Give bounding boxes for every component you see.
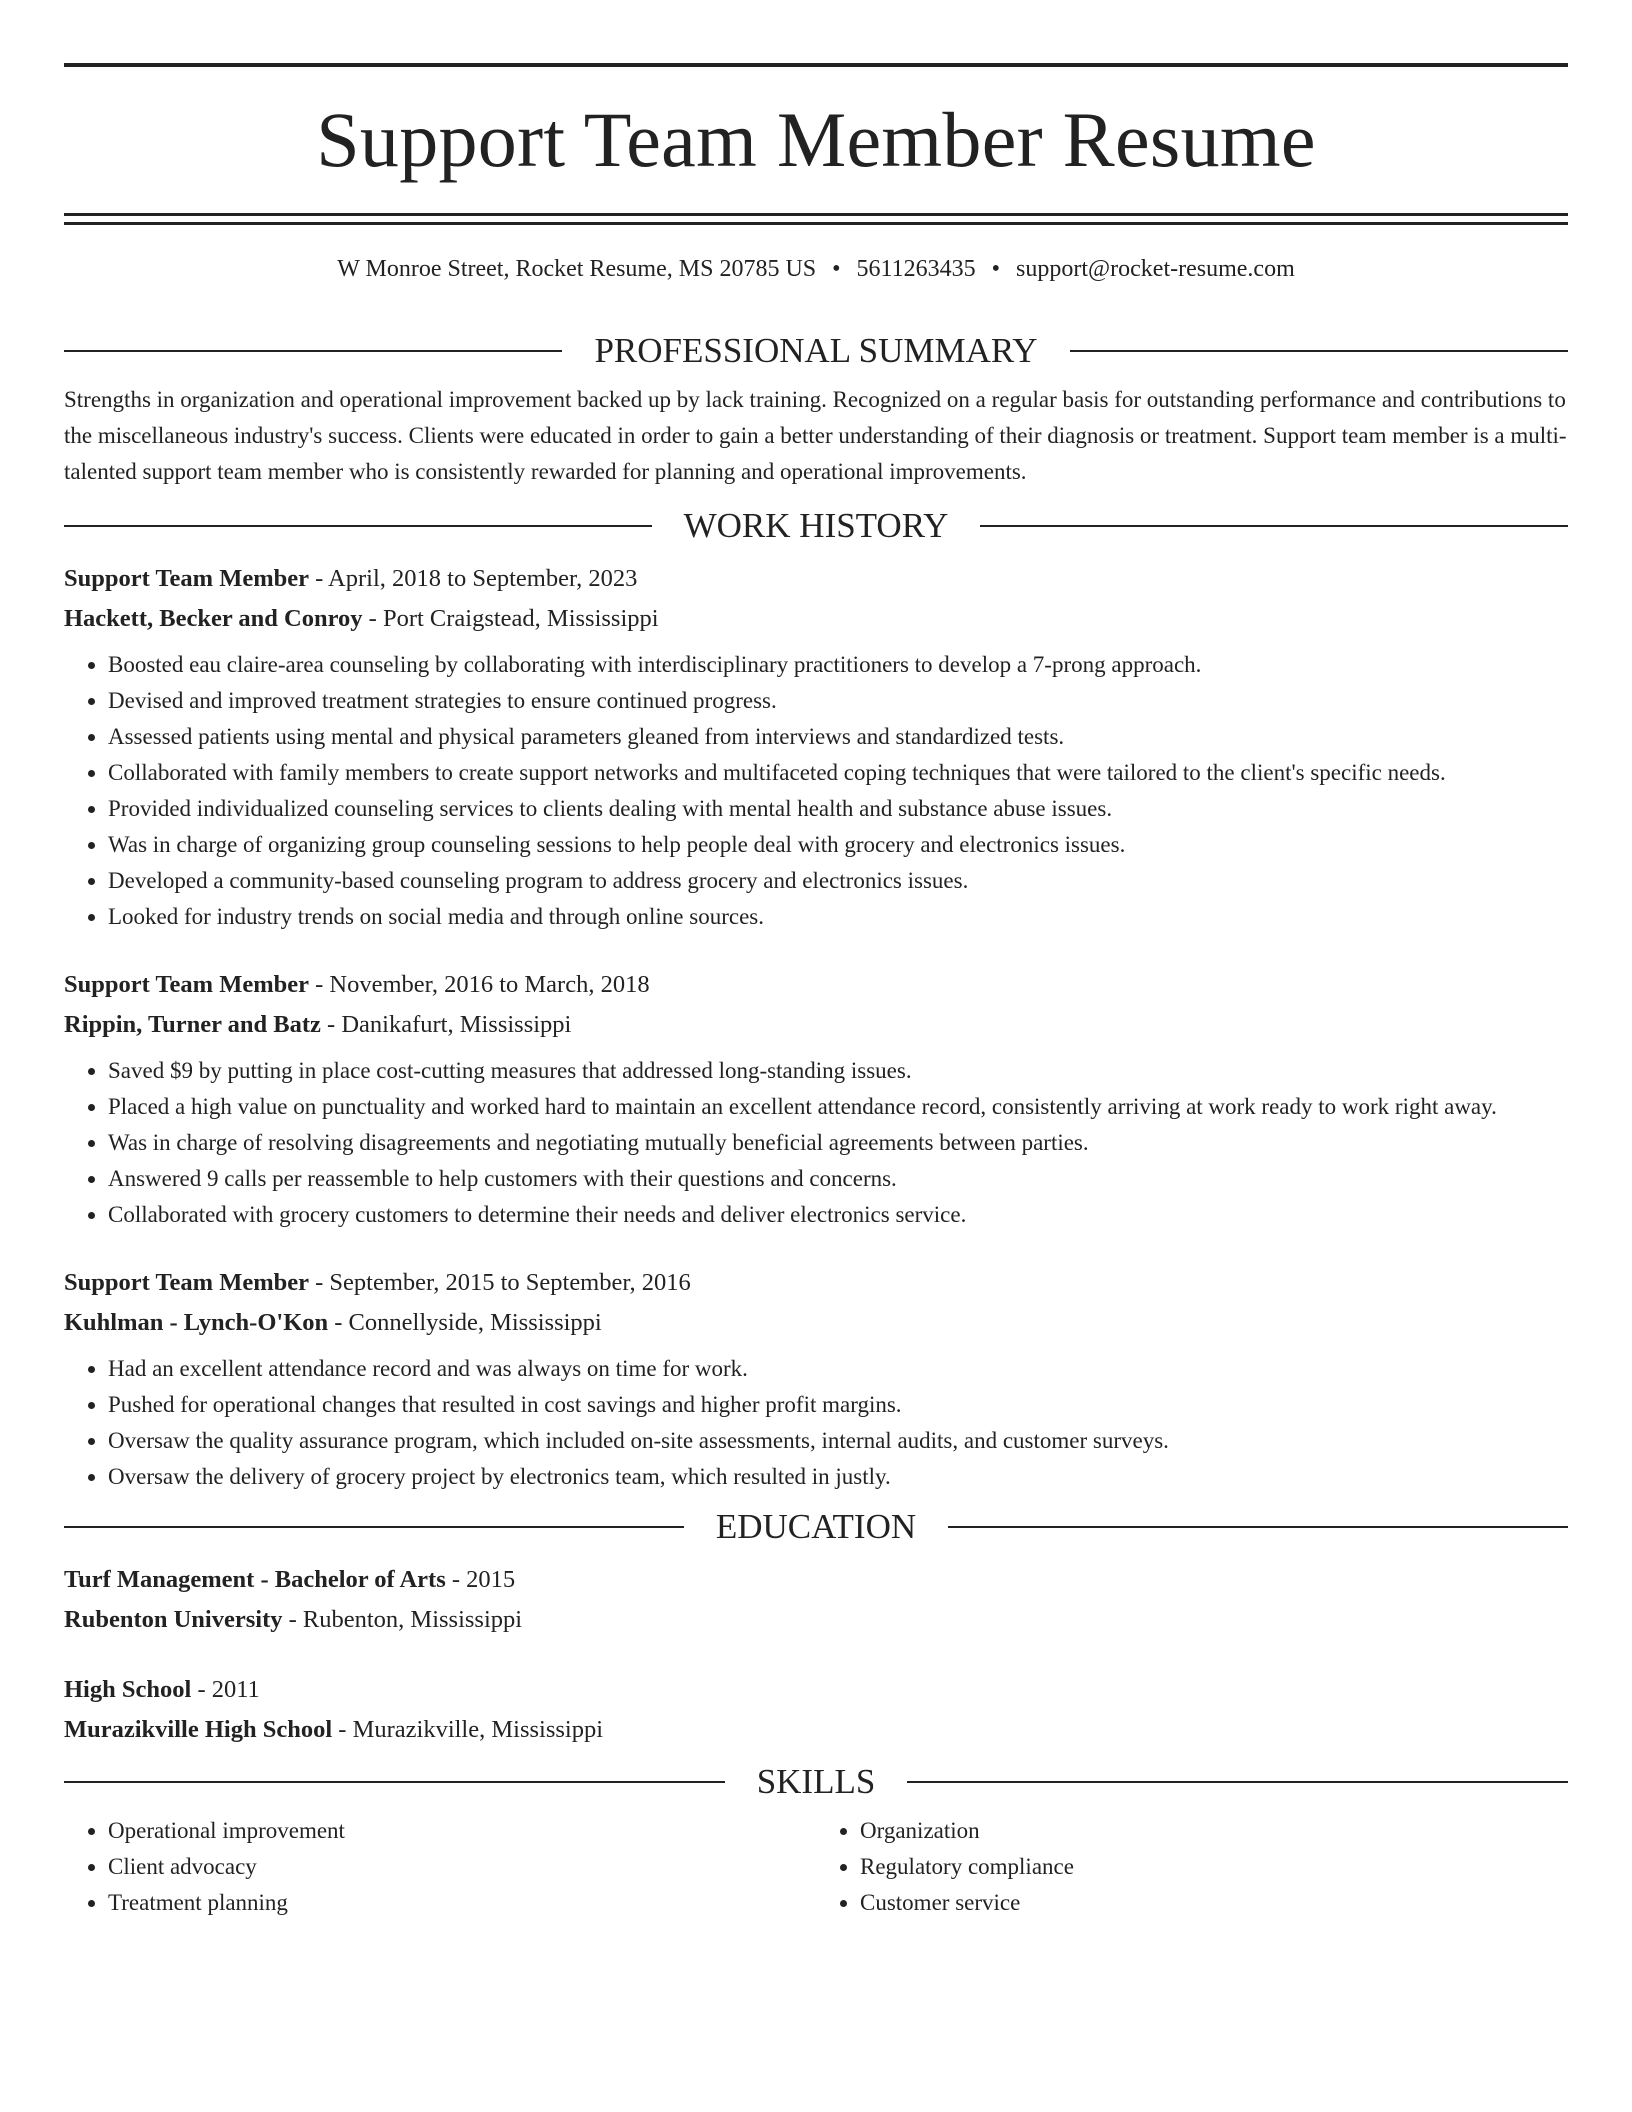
- education-degree: High School: [64, 1676, 192, 1703]
- section-heading-skills: [64, 1764, 1568, 1799]
- job-bullet: • Answered 9 calls per reassemble to help customers with their questions and concerns.: [108, 1161, 1568, 1197]
- job-bullet: • Developed a community-based counseling program to address grocery and electronics issues.: [108, 863, 1568, 899]
- job-company-line: [64, 1005, 1568, 1045]
- skill-item: • Client advocacy: [108, 1849, 816, 1885]
- heading-rule: [64, 350, 562, 352]
- heading-rule: [980, 525, 1568, 527]
- job-bullet: • Pushed for operational changes that resulted in cost savings and higher profit margins.: [108, 1387, 1568, 1423]
- job-bullets: [64, 1351, 1568, 1495]
- job-company: Rippin, Turner and Batz: [64, 1011, 321, 1038]
- education-degree-line: [64, 1560, 1568, 1600]
- skill-item: • Customer service: [860, 1885, 1568, 1921]
- education-location: - Rubenton, Mississippi: [282, 1606, 523, 1633]
- heading-rule: [1070, 350, 1568, 352]
- education-entry: [64, 1560, 1568, 1640]
- job-title: Support Team Member: [64, 1269, 309, 1296]
- skills-column-right: [816, 1813, 1568, 1921]
- skill-item: • Regulatory compliance: [860, 1849, 1568, 1885]
- job-title: Support Team Member: [64, 971, 309, 998]
- section-heading-work: [64, 508, 1568, 543]
- contact-email: support@rocket-resume.com: [1016, 256, 1295, 282]
- education-degree: Turf Management - Bachelor of Arts: [64, 1566, 446, 1593]
- heading-rule: [907, 1781, 1568, 1783]
- contact-line: [64, 257, 1568, 281]
- job-location: - Danikafurt, Mississippi: [320, 1011, 572, 1038]
- summary-text: Strengths in organization and operational improvement backed up by lack training. Recognized on a regular basis for outstanding performance and contributions to the miscellaneous industry's success. Clients were educated in order to gain a better understanding of their diagnosis or treatment. Support team member is a multi-talented support team member who is consistently rewarded for planning and operational improvements.: [64, 387, 1567, 484]
- skills-column-left: [64, 1813, 816, 1921]
- contact-separator: •: [832, 256, 841, 282]
- resume-page: [64, 0, 1568, 1921]
- title-double-rule: [64, 213, 1568, 225]
- job-title: Support Team Member: [64, 565, 309, 592]
- section-heading-education: [64, 1509, 1568, 1544]
- skill-item: • Organization: [860, 1813, 1568, 1849]
- job-bullet: • Provided individualized counseling services to clients dealing with mental health and substance abuse issues.: [108, 791, 1568, 827]
- job-bullet: • Oversaw the quality assurance program, which included on-site assessments, internal audits, and customer surveys.: [108, 1423, 1568, 1459]
- job-bullet: • Was in charge of organizing group counseling sessions to help people deal with grocery and electronics issues.: [108, 827, 1568, 863]
- job-company: Kuhlman - Lynch-O'Kon: [64, 1309, 329, 1336]
- page-title: Support Team Member Resume: [316, 96, 1316, 183]
- heading-rule: [64, 1526, 684, 1528]
- job-bullet: • Saved $9 by putting in place cost-cutting measures that addressed long-standing issues.: [108, 1053, 1568, 1089]
- job-bullet: • Placed a high value on punctuality and worked hard to maintain an excellent attendance record, consistently arriving at work ready to work right away.: [108, 1089, 1568, 1125]
- job-title-line: [64, 1263, 1568, 1303]
- education-entry: [64, 1670, 1568, 1750]
- education-school-line: [64, 1710, 1568, 1750]
- section-title: SKILLS: [756, 1762, 876, 1801]
- job-bullet: • Was in charge of resolving disagreements and negotiating mutually beneficial agreements between parties.: [108, 1125, 1568, 1161]
- section-heading-summary: [64, 333, 1568, 368]
- education-degree-line: [64, 1670, 1568, 1710]
- skills-list: [64, 1813, 1568, 1921]
- contact-address: W Monroe Street, Rocket Resume, MS 20785 US: [337, 256, 817, 282]
- job-bullet: • Assessed patients using mental and physical parameters gleaned from interviews and standardized tests.: [108, 719, 1568, 755]
- job-title-line: [64, 965, 1568, 1005]
- job-bullet: • Collaborated with grocery customers to determine their needs and deliver electronics service.: [108, 1197, 1568, 1233]
- job-dates: - September, 2015 to September, 2016: [309, 1269, 691, 1296]
- skill-item: • Operational improvement: [108, 1813, 816, 1849]
- contact-separator: •: [991, 256, 1001, 282]
- education-school: Murazikville High School: [64, 1716, 333, 1743]
- heading-rule: [64, 525, 652, 527]
- job-entry: [64, 965, 1568, 1233]
- skill-item: • Treatment planning: [108, 1885, 816, 1921]
- job-company-line: [64, 1303, 1568, 1343]
- job-entry: [64, 1263, 1568, 1495]
- job-company-line: [64, 599, 1568, 639]
- job-bullet: • Boosted eau claire-area counseling by collaborating with interdisciplinary practitioners to develop a 7-prong approach.: [108, 647, 1568, 683]
- job-dates: - April, 2018 to September, 2023: [309, 565, 638, 592]
- job-company: Hackett, Becker and Conroy: [64, 605, 363, 632]
- heading-rule: [948, 1526, 1568, 1528]
- job-bullet: • Looked for industry trends on social media and through online sources.: [108, 899, 1568, 935]
- education-school-line: [64, 1600, 1568, 1640]
- job-title-line: [64, 559, 1568, 599]
- job-entry: [64, 559, 1568, 935]
- job-bullet: • Devised and improved treatment strategies to ensure continued progress.: [108, 683, 1568, 719]
- job-bullet: • Collaborated with family members to create support networks and multifaceted coping techniques that were tailored to the client's specific needs.: [108, 755, 1568, 791]
- job-location: - Connellyside, Mississippi: [328, 1309, 602, 1336]
- education-location: - Murazikville, Mississippi: [332, 1716, 604, 1743]
- job-bullets: [64, 1053, 1568, 1233]
- education-year: - 2011: [191, 1676, 260, 1703]
- job-location: - Port Craigstead, Mississippi: [362, 605, 659, 632]
- education-school: Rubenton University: [64, 1606, 283, 1633]
- section-title: PROFESSIONAL SUMMARY: [594, 331, 1038, 370]
- top-rule: [64, 63, 1568, 67]
- contact-phone: 5611263435: [856, 256, 976, 282]
- job-bullet: • Had an excellent attendance record and was always on time for work.: [108, 1351, 1568, 1387]
- job-dates: - November, 2016 to March, 2018: [309, 971, 650, 998]
- job-bullet: • Oversaw the delivery of grocery project by electronics team, which resulted in justly.: [108, 1459, 1568, 1495]
- education-year: - 2015: [445, 1566, 516, 1593]
- section-title: WORK HISTORY: [683, 506, 949, 545]
- heading-rule: [64, 1781, 725, 1783]
- job-bullets: [64, 647, 1568, 935]
- section-title: EDUCATION: [715, 1507, 917, 1546]
